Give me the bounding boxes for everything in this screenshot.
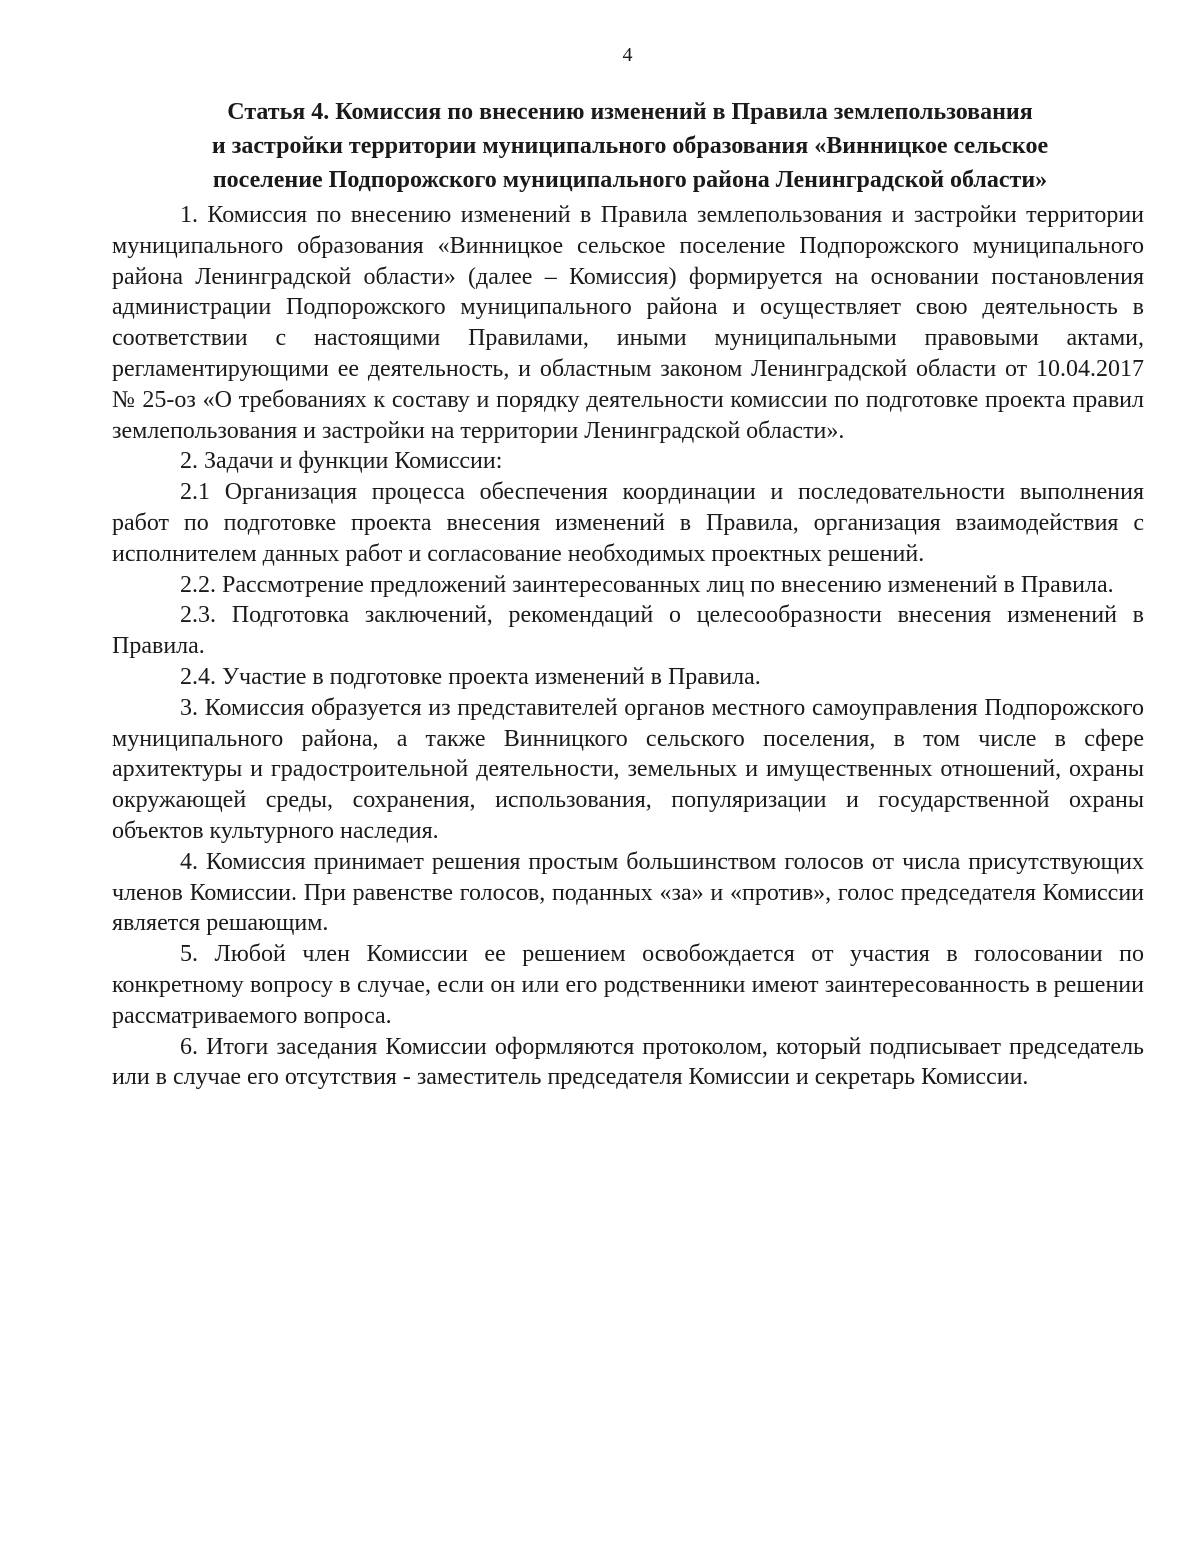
paragraph-4: 4. Комиссия принимает решения простым большинством голосов от числа присутствующих членов Комиссии. При равенстве голосов, поданных «за» и «против», голос председателя Комиссии является решающим. — [112, 848, 1144, 937]
paragraph-2-4: 2.4. Участие в подготовке проекта изменений в Правила. — [180, 663, 761, 690]
article-title — [130, 95, 1130, 197]
paragraph-2-2: 2.2. Рассмотрение предложений заинтересованных лиц по внесению изменений в Правила. — [180, 571, 1114, 598]
paragraph-3: 3. Комиссия образуется из представителей органов местного самоуправления Подпорожского муниципального района, а также Винницкого сельского поселения, в том числе в сфере архитектуры и градостроительной деятельности, земельных и имущественных отношений, охраны окружающей среды, сохранения, использования, популяризации и государственной охраны объектов культурного наследия. — [112, 694, 1144, 844]
paragraph-2-3: 2.3. Подготовка заключений, рекомендаций о целесообразности внесения изменений в Правила. — [112, 602, 1144, 660]
paragraph-6: 6. Итоги заседания Комиссии оформляются протоколом, который подписывает председатель или в случае его отсутствия - заместитель председателя Комиссии и секретарь Комиссии. — [112, 1033, 1144, 1091]
paragraph-5: 5. Любой член Комиссии ее решением освобождается от участия в голосовании по конкретному вопросу в случае, если он или его родственники имеют заинтересованность в решении рассматриваемого вопроса. — [112, 941, 1144, 1029]
paragraph-1: 1. Комиссия по внесению изменений в Правила землепользования и застройки территории муниципального образования «Винницкое сельское поселение Подпорожского муниципального района Ленинградской области» (далее – Комиссия) формируется на основании постановления администрации Подпорожского муниципального района и осуществляет свою деятельность в соответствии с настоящими Правилами, иными муниципальными правовыми актами, регламентирующими ее деятельность, и областным законом Ленинградской области от 10.04.2017 № 25-оз «О требованиях к составу и порядку деятельности комиссии по подготовке проекта правил землепользования и застройки на территории Ленинградской области». — [112, 202, 1144, 444]
paragraph-2: 2. Задачи и функции Комиссии: — [180, 448, 503, 475]
paragraph-2-1: 2.1 Организация процесса обеспечения координации и последовательности выполнения работ по подготовке проекта внесения изменений в Правила, организация взаимодействия с исполнителем данных работ и согласование необходимых проектных решений. — [112, 479, 1144, 567]
article-body — [112, 200, 1144, 1093]
article-title-line: и застройки территории муниципального образования «Винницкое сельское — [211, 133, 1049, 159]
page-number: 4 — [622, 44, 633, 66]
article-title-line: Статья 4. Комиссия по внесению изменений в Правила землепользования — [227, 99, 1033, 125]
article-title-line: поселение Подпорожского муниципального района Ленинградской области» — [212, 167, 1048, 193]
